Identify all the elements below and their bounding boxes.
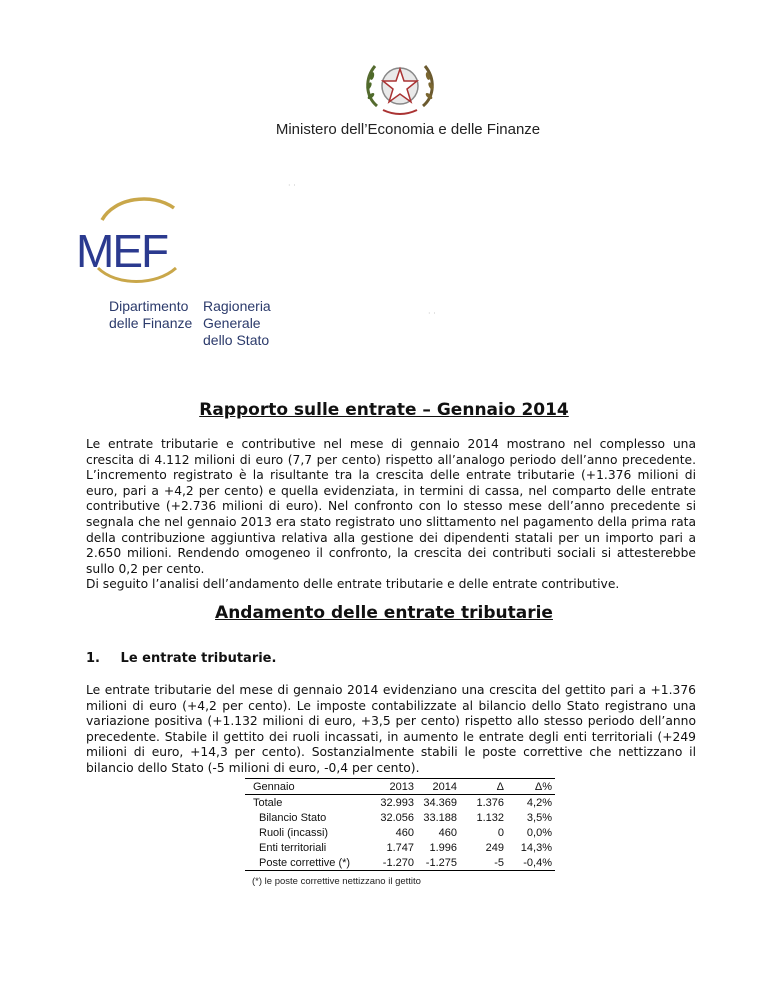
table-cell: 1.996 [429, 841, 457, 854]
section-title: Andamento delle entrate tributarie [215, 603, 553, 623]
table-cell: Totale [253, 796, 283, 809]
table-cell: 4,2% [526, 796, 552, 809]
table-cell: -5 [457, 855, 504, 871]
table-cell: Poste correttive (*) [245, 855, 371, 871]
mef-logo-text: MEF [76, 225, 168, 277]
scan-speck: · · [428, 309, 436, 318]
department-finanze [109, 298, 192, 332]
table-row [245, 840, 555, 855]
table-row [245, 810, 555, 825]
table-cell: 249 [485, 841, 504, 854]
table-header-cell: Gennaio [245, 779, 371, 795]
table-row [245, 795, 555, 811]
intro-text: Le entrate tributarie e contributive nel mese di gennaio 2014 mostrano nel complesso una crescita di 4.112 milioni di euro (7,7 per cento) rispetto all’analogo periodo dell’anno precedente. L’incremento registrato è la risultante tra la crescita delle entrate tributarie (+1.376 milioni di euro, pari a +4,2 per cento) e quella evidenziata, in termini di cassa, nel comparto delle entrate contributive (+2.736 milioni di euro). Nel confronto con lo stesso mese dell’anno precedente si segnala che nel gennaio 2013 era stato registrato uno slittamento nel pagamento della prima rata della contribuzione aggiuntiva relativa alla gestione dei dipendenti statali per un importo pari a 2.650 milioni. Rendendo omogeneo il confronto, la crescita dei contributi sociali si attesterebbe sullo 0,2 per cento. [86, 437, 696, 576]
table-header-cell: Δ [457, 779, 504, 795]
table-cell: 460 [395, 826, 414, 839]
subsection-heading [86, 651, 276, 666]
ministry-name: Ministero dell’Economia e delle Finanze [275, 121, 541, 138]
mef-logo-icon [74, 190, 198, 290]
table-cell: 1.132 [476, 811, 504, 824]
table-cell: Bilancio Stato [259, 811, 327, 824]
department-line: Dipartimento [109, 298, 189, 314]
table-cell: 3,5% [526, 811, 552, 824]
department-line: dello Stato [203, 332, 270, 348]
table-footnote: (*) le poste correttive nettizzano il gettito [252, 876, 421, 887]
table-cell: -0,4% [504, 855, 555, 871]
table-cell: -1.270 [371, 855, 414, 871]
department-line: Ragioneria [203, 298, 271, 314]
table-row [245, 855, 555, 871]
subsection-title: Le entrate tributarie. [120, 651, 277, 666]
republic-emblem-icon [357, 56, 443, 118]
table-cell: 0 [497, 826, 504, 839]
table-cell: Enti territoriali [259, 841, 327, 854]
department-line: delle Finanze [109, 315, 193, 331]
table-cell: 1.376 [476, 796, 504, 809]
table-row [245, 825, 555, 840]
document-title: Rapporto sulle entrate – Gennaio 2014 [199, 400, 569, 420]
intro-last-line: Di seguito l’analisi dell’andamento delle entrate tributarie e delle entrate contributive. [86, 577, 620, 592]
scan-speck: · · [288, 181, 296, 190]
table-cell: 32.056 [380, 811, 414, 824]
subsection-number: 1. [86, 651, 100, 666]
table-header-cell: Δ% [504, 779, 555, 795]
table-header-cell: 2013 [371, 779, 414, 795]
table-cell: 32.993 [380, 796, 414, 809]
department-line: Generale [203, 315, 261, 331]
department-ragioneria [203, 298, 271, 349]
intro-paragraph [86, 437, 696, 593]
body-paragraph: Le entrate tributarie del mese di gennaio 2014 evidenziano una crescita del gettito pari a +1.376 milioni di euro (+4,2 per cento). Le imposte contabilizzate al bilancio dello Stato registrano una variazione positiva (+1.132 milioni di euro, +3,5 per cento) rispetto allo stesso periodo dell’anno precedente. Stabile il gettito dei ruoli incassati, in aumento le entrate degli enti territoriali (+249 milioni di euro, +14,3 per cento). Sostanzialmente stabili le poste correttive che nettizzano il bilancio dello Stato (-5 milioni di euro, -0,4 per cento). [86, 683, 696, 775]
table-cell: 0,0% [526, 826, 552, 839]
table-cell: 34.369 [423, 796, 457, 809]
table-header-row [245, 779, 555, 795]
table-cell: -1.275 [414, 855, 457, 871]
table-cell: 1.747 [386, 841, 414, 854]
table-cell: 33.188 [423, 811, 457, 824]
revenue-table [245, 778, 555, 871]
table-cell: 14,3% [520, 841, 552, 854]
table-cell: 460 [438, 826, 457, 839]
table-cell: Ruoli (incassi) [259, 826, 329, 839]
table-header-cell: 2014 [414, 779, 457, 795]
